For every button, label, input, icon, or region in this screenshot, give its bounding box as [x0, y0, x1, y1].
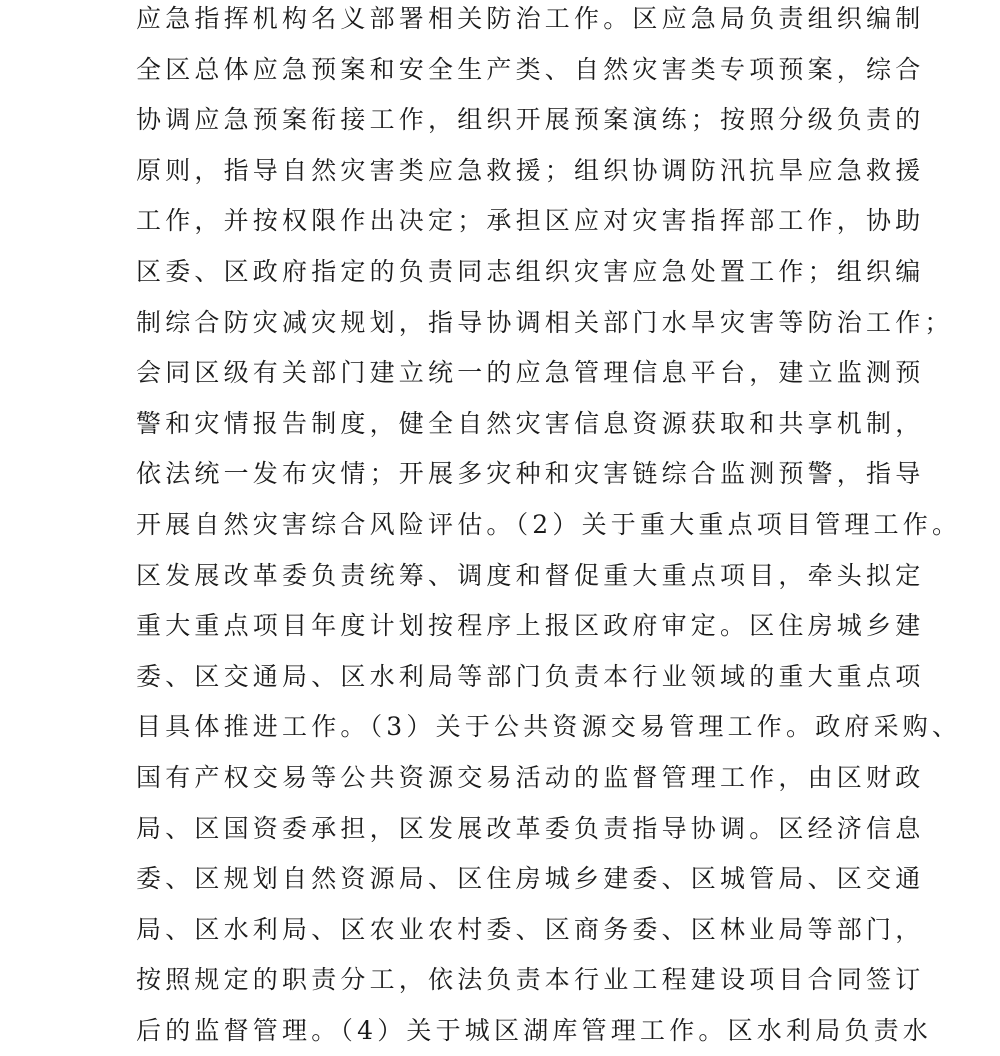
text-line: 全区总体应急预案和安全生产类、自然灾害类专项预案，综合: [136, 54, 925, 84]
text-line: 委、区交通局、区水利局等部门负责本行业领域的重大重点项: [136, 661, 925, 691]
text-line: 原则，指导自然灾害类应急救援；组织协调防汛抗旱应急救援: [136, 155, 925, 185]
text-line: 会同区级有关部门建立统一的应急管理信息平台，建立监测预: [136, 358, 925, 388]
text-line: 应急指挥机构名义部署相关防治工作。区应急局负责组织编制: [136, 4, 925, 33]
text-line: 依法统一发布灾情；开展多灾种和灾害链综合监测预警，指导: [136, 459, 925, 489]
body-text: [136, 0, 962, 1056]
text-line: 局、区水利局、区农业农村委、区商务委、区林业局等部门，: [136, 914, 925, 944]
text-line: 重大重点项目年度计划按程序上报区政府审定。区住房城乡建: [136, 611, 925, 641]
text-line: 目具体推进工作。（3）关于公共资源交易管理工作。政府采购、: [136, 712, 962, 742]
text-line: 制综合防灾减灾规划，指导协调相关部门水旱灾害等防治工作；: [136, 307, 954, 337]
text-line: 委、区规划自然资源局、区住房城乡建委、区城管局、区交通: [136, 864, 925, 894]
text-line: 后的监督管理。（4）关于城区湖库管理工作。区水利局负责水: [136, 1015, 933, 1045]
text-line: 工作，并按权限作出决定；承担区应对灾害指挥部工作，协助: [136, 206, 925, 236]
text-line: 国有产权交易等公共资源交易活动的监督管理工作，由区财政: [136, 762, 925, 792]
text-line: 区委、区政府指定的负责同志组织灾害应急处置工作；组织编: [136, 256, 925, 286]
text-line: 区发展改革委负责统筹、调度和督促重大重点项目，牵头拟定: [136, 560, 925, 590]
text-line: 协调应急预案衔接工作，组织开展预案演练；按照分级负责的: [136, 105, 925, 135]
text-line: 警和灾情报告制度，健全自然灾害信息资源获取和共享机制，: [136, 408, 925, 438]
text-line: 局、区国资委承担，区发展改革委负责指导协调。区经济信息: [136, 813, 925, 843]
text-line: 开展自然灾害综合风险评估。（2）关于重大重点项目管理工作。: [136, 509, 962, 539]
text-line: 按照规定的职责分工，依法负责本行业工程建设项目合同签订: [136, 965, 925, 995]
